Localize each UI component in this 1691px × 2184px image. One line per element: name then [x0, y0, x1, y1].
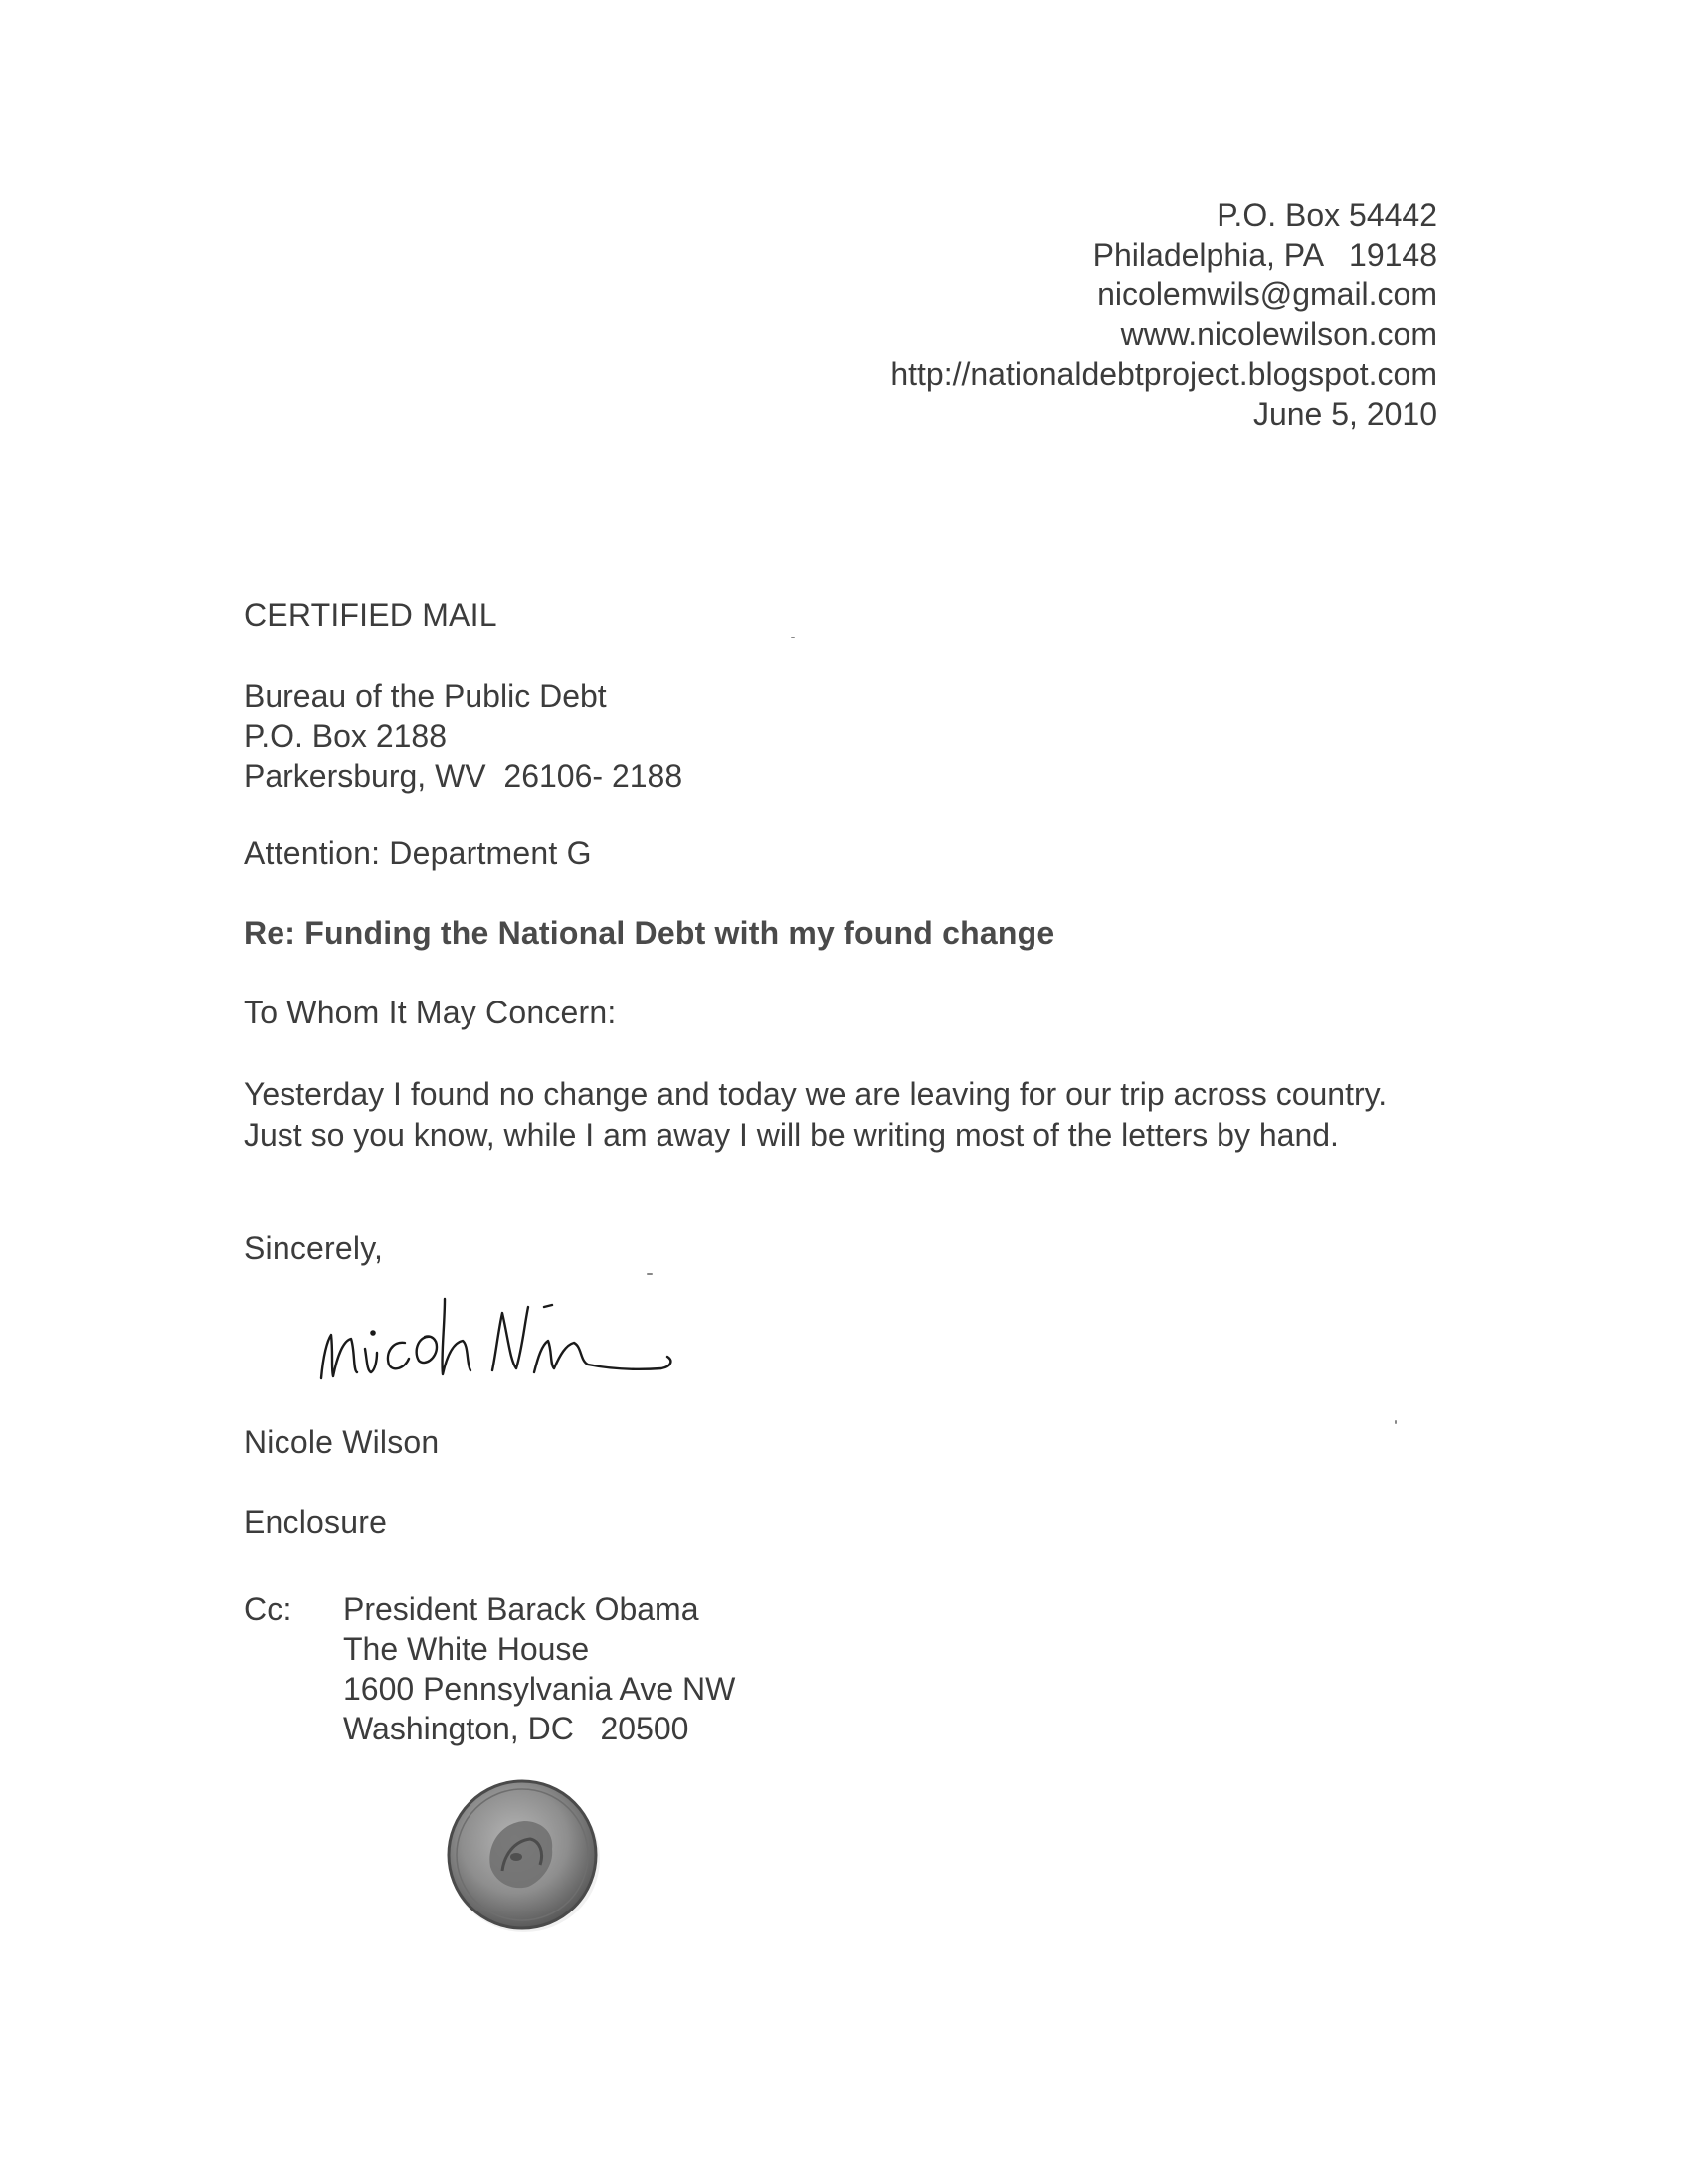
sender-website: www.nicolewilson.com — [1120, 316, 1437, 352]
cc-address-block — [343, 1589, 735, 1748]
recipient-po-box: P.O. Box 2188 — [244, 718, 447, 754]
cc-street: 1600 Pennsylvania Ave NW — [343, 1671, 736, 1707]
sender-city-state-zip: Philadelphia, PA 19148 — [1092, 237, 1437, 273]
sender-po-box: P.O. Box 54442 — [1217, 197, 1437, 233]
closing: Sincerely, — [244, 1230, 384, 1266]
scan-speck — [647, 1273, 653, 1275]
body-paragraph: Yesterday I found no change and today we are leaving for our trip across country. Just so you know, while I am away I will be writing most of the letters by hand. — [244, 1076, 1405, 1153]
sender-email: nicolemwils@gmail.com — [1097, 276, 1437, 312]
salutation: To Whom It May Concern: — [244, 995, 617, 1030]
sender-address-block — [890, 195, 1437, 434]
recipient-address-block — [244, 676, 682, 796]
enclosure-note: Enclosure — [244, 1504, 388, 1540]
letter-date: June 5, 2010 — [1252, 396, 1437, 432]
scan-speck — [1395, 1420, 1397, 1424]
cc-org: The White House — [343, 1631, 590, 1667]
handwritten-signature-icon — [313, 1261, 831, 1400]
cc-city-state-zip: Washington, DC 20500 — [343, 1711, 689, 1746]
recipient-city-state-zip: Parkersburg, WV 26106- 2188 — [244, 758, 683, 794]
attention-line: Attention: Department G — [244, 835, 592, 871]
scan-speck — [791, 637, 795, 638]
subject-line: Re: Funding the National Debt with my found change — [244, 915, 1055, 951]
mail-type: CERTIFIED MAIL — [244, 597, 497, 633]
cc-label: Cc: — [244, 1591, 292, 1627]
penny-coin-icon — [443, 1775, 602, 1934]
cc-name: President Barack Obama — [343, 1591, 699, 1627]
signer-name: Nicole Wilson — [244, 1424, 440, 1460]
sender-blog: http://nationaldebtproject.blogspot.com — [890, 356, 1437, 392]
recipient-name: Bureau of the Public Debt — [244, 678, 607, 714]
